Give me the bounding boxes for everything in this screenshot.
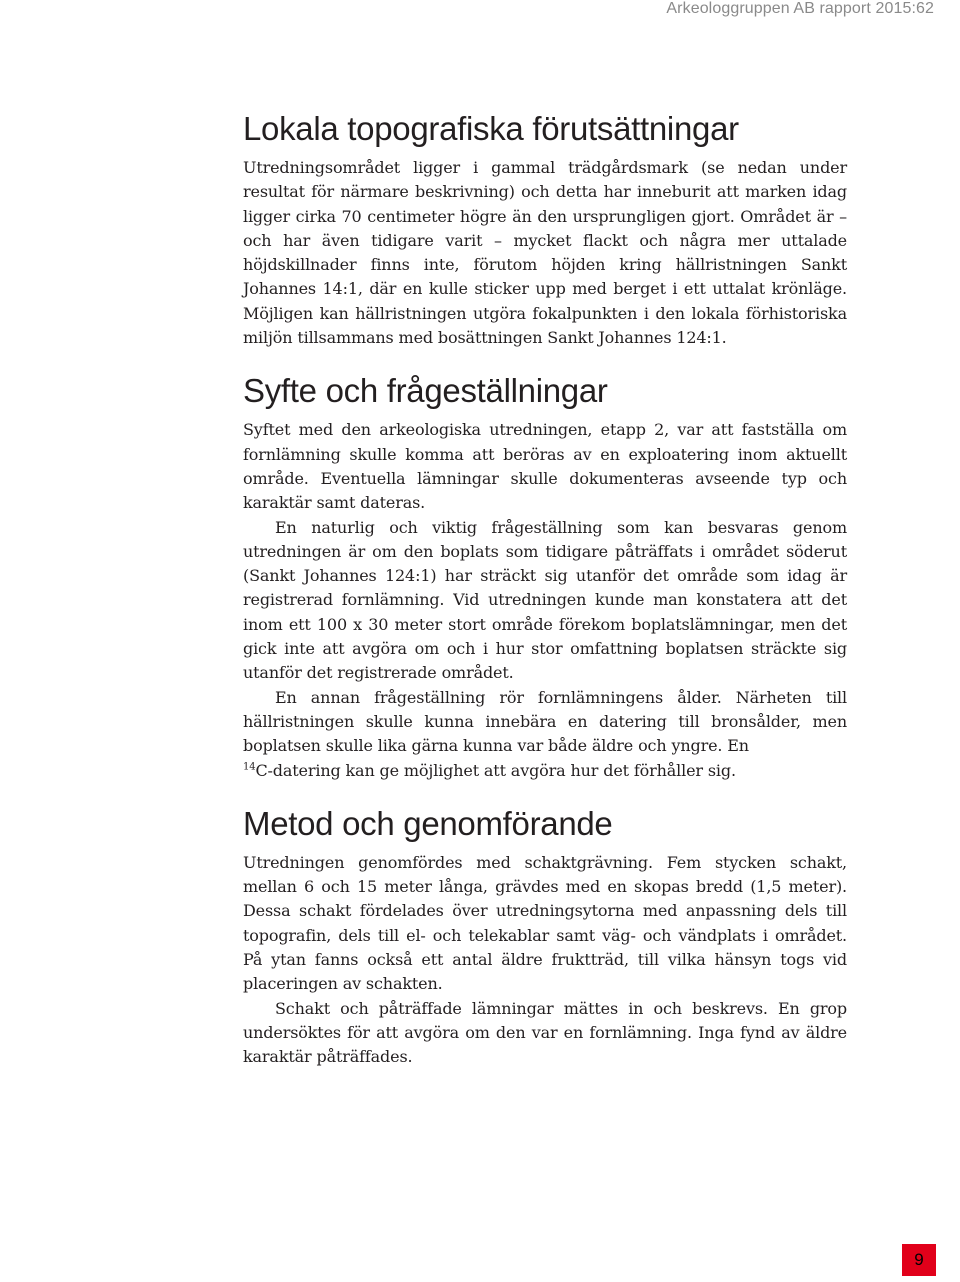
paragraph-text: C-datering kan ge möjlighet att avgöra hur det förhåller sig.: [255, 760, 736, 780]
body-paragraph: Utredningen genomfördes med schaktgrävning. Fem stycken schakt, mellan 6 och 15 meter långa, grävdes med en skopas bredd (1,5 meter). Dessa schakt fördelades över utredningsytorna med anpassning dels till topografin, dels till el- och telekablar samt väg- och vändplats i området. På ytan fanns också ett antal äldre fruktträd, till vilka hänsyn togs vid placeringen av schakten.: [243, 852, 847, 994]
section-method: [243, 805, 847, 1070]
section-heading: Lokala topografiska förutsättningar: [243, 110, 739, 147]
running-header: Arkeologgruppen AB rapport 2015:62: [666, 0, 934, 17]
report-body: [243, 110, 847, 1070]
page-number-badge: 9: [902, 1244, 936, 1276]
section-topography: [243, 110, 847, 350]
section-heading: Metod och genomförande: [243, 804, 613, 842]
body-paragraph: Schakt och påträffade lämningar mättes in och beskrevs. En grop undersöktes för att avgöra om den var en fornlämning. Inga fynd av äldre karaktär påträffades.: [243, 998, 847, 1067]
body-paragraph: Utredningsområdet ligger i gammal trädgårdsmark (se nedan under resultat för närmare beskrivning) och detta har inneburit att marken idag ligger cirka 70 centimeter högre än den ursprungligen gjort. Området är – och har även tidigare varit – mycket flackt och några mer uttalade höjdskillnader finns inte, förutom höjden kring hällristningen Sankt Johannes 14:1, där en kulle sticker upp med berget i ett uttalat krönläge. Möjligen kan hällristningen utgöra fokalpunkten i den lokala förhistoriska miljön tillsammans med bosättningen Sankt Johannes 124:1.: [243, 158, 847, 348]
paragraph-text: En annan frågeställning rör fornlämningens ålder. Närheten till hällristningen skulle kunna innebära en datering till bronsålder, men boplatsen skulle lika gärna kunna var både äldre och yngre. En: [243, 687, 847, 756]
body-paragraph: [243, 686, 847, 783]
isotope-superscript: 14: [243, 761, 256, 773]
body-paragraph: En naturlig och viktig frågeställning som kan besvaras genom utredningen är om den boplats som tidigare påträffats i området söderut (Sankt Johannes 124:1) har sträckt sig utanför det område som idag är registrerad fornlämning. Vid utredningen kunde man konstatera att det inom ett 100 x 30 meter stort område förekom boplatslämningar, men det gick inte att avgöra om och i hur stor omfattning boplatsen sträckte sig utanför det registrerade området.: [243, 517, 847, 683]
section-heading: Syfte och frågeställningar: [243, 372, 608, 410]
section-purpose: [243, 372, 847, 782]
body-paragraph: Syftet med den arkeologiska utredningen, etapp 2, var att fastställa om fornlämning skulle komma att beröras av en exploatering inom aktuellt område. Eventuella lämningar skulle dokumenteras avseende typ och karaktär samt dateras.: [243, 420, 847, 513]
